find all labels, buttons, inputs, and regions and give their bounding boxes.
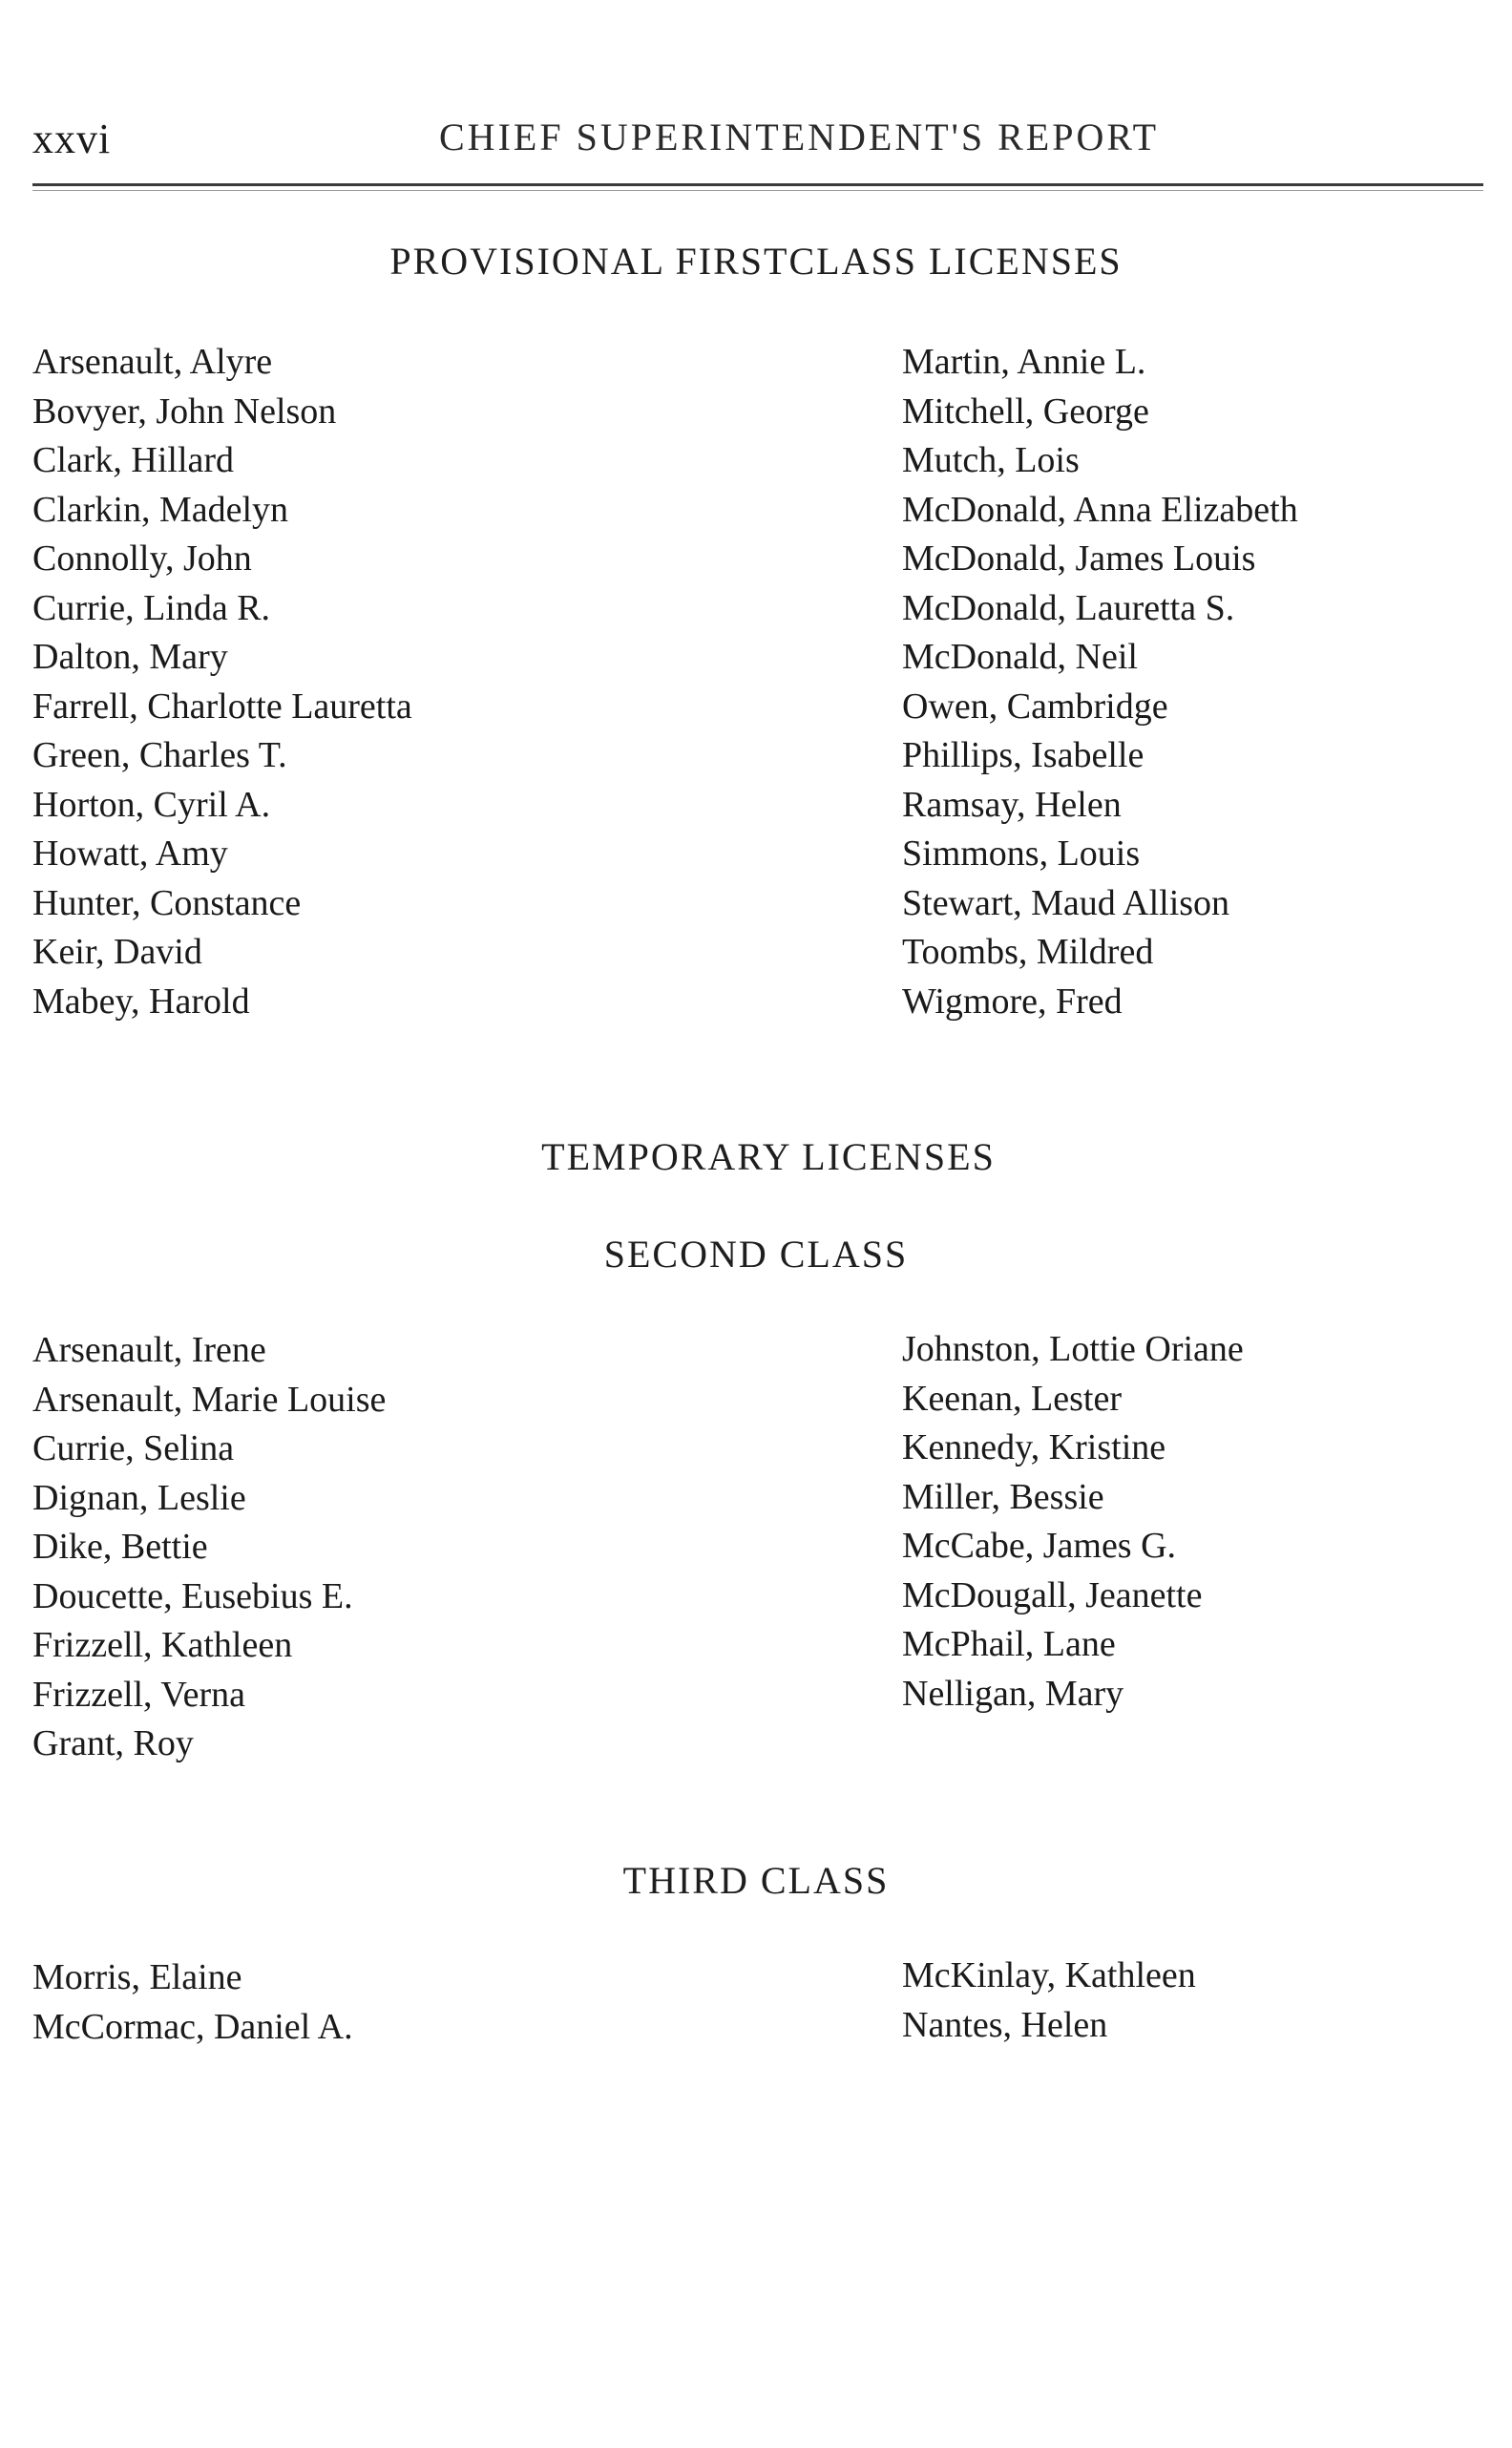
list-item: McDougall, Jeanette [902, 1574, 1203, 1615]
list-item: Dike, Bettie [32, 1527, 208, 1567]
list-item: Howatt, Amy [32, 834, 228, 874]
list-item: Ramsay, Helen [902, 784, 1122, 825]
list-item: Grant, Roy [32, 1723, 194, 1763]
list-item: Connolly, John [32, 538, 252, 579]
list-item: McKinlay, Kathleen [902, 1955, 1196, 1995]
list-item: Johnston, Lottie Oriane [902, 1329, 1244, 1369]
list-item: Mabey, Harold [32, 981, 250, 1022]
list-item: Green, Charles T. [32, 735, 287, 775]
running-head: CHIEF SUPERINTENDENT'S REPORT [439, 116, 1160, 158]
list-item: McDonald, James Louis [902, 538, 1256, 579]
second-class-list-right [902, 1325, 1244, 1719]
temporary-heading: TEMPORARY LICENSES [541, 1135, 996, 1178]
list-item: Horton, Cyril A. [32, 784, 271, 825]
list-item: Keir, David [32, 932, 202, 972]
provisional-heading: PROVISIONAL FIRSTCLASS LICENSES [389, 240, 1123, 283]
list-item: Frizzell, Verna [32, 1674, 245, 1715]
list-item: Simmons, Louis [902, 834, 1141, 874]
header-rule [32, 183, 1483, 186]
list-item: Miller, Bessie [902, 1476, 1104, 1517]
list-item: McCormac, Daniel A. [32, 2006, 353, 2047]
list-item: Bovyer, John Nelson [32, 390, 337, 432]
list-item: Mitchell, George [902, 390, 1149, 432]
third-class-list-left [32, 1953, 353, 2052]
list-item: Hunter, Constance [32, 882, 302, 923]
list-item: Doucette, Eusebius E. [32, 1575, 353, 1616]
list-item: Owen, Cambridge [902, 686, 1168, 727]
list-item: Farrell, Charlotte Lauretta [32, 686, 412, 727]
list-item: McDonald, Anna Elizabeth [902, 489, 1298, 530]
list-item: McDonald, Lauretta S. [902, 587, 1235, 628]
list-item: Toombs, Mildred [902, 932, 1154, 972]
header-rule-thin [32, 190, 1483, 191]
list-item: Currie, Selina [32, 1428, 235, 1468]
list-item: Nantes, Helen [902, 2004, 1108, 2045]
list-item: McCabe, James G. [902, 1526, 1177, 1566]
list-item: Martin, Annie L. [902, 342, 1146, 382]
list-item: Morris, Elaine [32, 1957, 242, 1997]
provisional-list-left [32, 338, 412, 1026]
list-item: Dignan, Leslie [32, 1477, 246, 1518]
list-item: Wigmore, Fred [902, 981, 1123, 1022]
list-item: Phillips, Isabelle [902, 735, 1144, 775]
list-item: Currie, Linda R. [32, 587, 271, 628]
list-item: McPhail, Lane [902, 1624, 1116, 1664]
list-item: Clark, Hillard [32, 440, 235, 480]
second-class-list-left [32, 1326, 386, 1769]
list-item: Frizzell, Kathleen [32, 1625, 293, 1665]
list-item: Nelligan, Mary [902, 1673, 1124, 1714]
third-class-heading: THIRD CLASS [622, 1859, 890, 1902]
list-item: Mutch, Lois [902, 440, 1080, 480]
list-item: Dalton, Mary [32, 637, 228, 677]
list-item: McDonald, Neil [902, 637, 1138, 677]
list-item: Keenan, Lester [902, 1378, 1122, 1419]
list-item: Arsenault, Marie Louise [32, 1379, 387, 1420]
list-item: Clarkin, Madelyn [32, 489, 289, 530]
list-item: Kennedy, Kristine [902, 1427, 1166, 1467]
second-class-heading: SECOND CLASS [603, 1233, 909, 1276]
third-class-list-right [902, 1952, 1196, 2050]
provisional-list-right [902, 338, 1298, 1026]
list-item: Arsenault, Alyre [32, 342, 273, 382]
list-item: Arsenault, Irene [32, 1330, 266, 1370]
list-item: Stewart, Maud Allison [902, 882, 1230, 923]
page-number: xxvi [32, 116, 112, 162]
